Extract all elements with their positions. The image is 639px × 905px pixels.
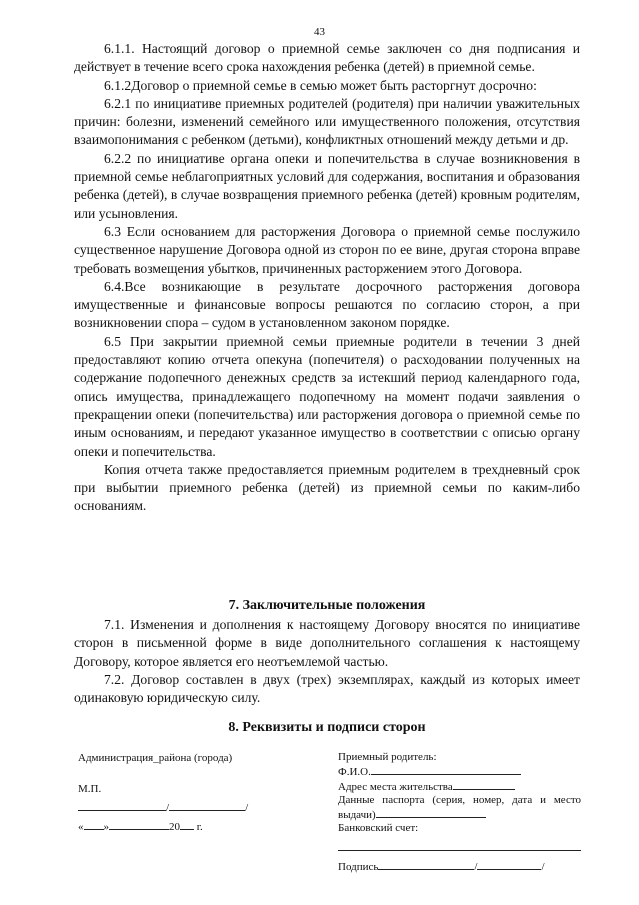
address-label: Адрес места жительства (338, 781, 453, 793)
paragraph-report-copy: Копия отчета также предоставляется приемным родителем в трехдневный срок при выбытии приемного ребенка (детей) из приемной семьи по каким-либо основаниям. (74, 461, 580, 514)
name-blank-right (477, 859, 541, 870)
section-7-heading: 7. Заключительные положения (228, 598, 426, 613)
signature-label: Подпись (338, 861, 379, 873)
paragraph-6-2-1: 6.2.1 по инициативе приемных родителей (родителя) при наличии уважительных причин: болезни, изменений семейного или имущественного положения, отсутствия взаимопонимания с ребенком (детьми), конфликтных отношений между детьми и др. (74, 95, 580, 148)
bank-account-rule (338, 849, 581, 851)
paragraph-6-1-2: 6.1.2Договор о приемной семье в семью может быть расторгнут досрочно: (104, 77, 537, 93)
contract-body (74, 40, 580, 516)
paragraph-6-1-1: 6.1.1. Настоящий договор о приемной семье заключен со дня подписания и действует в течение всего срока нахождения ребенка (детей) в приемной семье. (74, 41, 580, 75)
signature-blank-right (378, 859, 474, 870)
paragraph-7-2: 7.2. Договор составлен в двух (трех) экземплярах, каждый из которых имеет одинаковую юридическую силу. (74, 671, 580, 706)
year-suffix: г. (196, 821, 203, 833)
foster-parent-title: Приемный родитель: (338, 751, 437, 763)
signature-line: / / (78, 800, 278, 815)
signature-line-right: Подпись / / (338, 861, 545, 873)
paragraph-6-2-2: 6.2.2 по инициативе органа опеки и попечительства в случае возникновения в приемной семье неблагоприятных условий для содержания, воспитания и образования ребенка (детей), в случае возвращения приемного ребенка (детей) кровным родителям, или усыновления. (74, 150, 580, 221)
day-blank (84, 819, 104, 830)
paragraph-7-1: 7.1. Изменения и дополнения к настоящему Договору вносятся по инициативе сторон в письменной форме в виде дополнительного соглашения к настоящему Договору, которое является его неотъемлемой частью. (74, 617, 580, 669)
section-8-heading: 8. Реквизиты и подписи сторон (228, 720, 426, 735)
fio-label: Ф.И.О. (338, 766, 371, 778)
signature-blank (78, 800, 166, 811)
bank-account-label: Банковский счет: (338, 822, 419, 834)
name-blank (169, 800, 245, 811)
administration-signature-block (78, 752, 278, 834)
fio-blank (371, 764, 521, 775)
year-blank (180, 819, 194, 830)
fio-line (338, 764, 581, 779)
month-blank (109, 819, 169, 830)
date-quote-close: » (103, 821, 109, 833)
passport-label: Данные паспорта (серия, номер, дата и место выдачи) (338, 794, 581, 821)
foster-parent-signature-block (338, 751, 581, 874)
address-blank (453, 779, 515, 790)
stamp-label: М.П. (78, 783, 102, 795)
section-7-body (74, 616, 580, 707)
date-line (78, 819, 278, 834)
paragraph-6-5: 6.5 При закрытии приемной семьи приемные родители в течении 3 дней предоставляют копию отчета опекуна (попечителя) о расходовании полученных на содержание подопечного денежных средств за истекший период календарного года, опись имущества, принадлежащего подопечному на момент подачи заявления о прекращении опеки (попечительства) или расторжения договора о приемной семье по иным основаниям, и передают указанное имущество в соответствии с описью органу опеки и попечительства. (74, 333, 580, 459)
paragraph-6-3: 6.3 Если основанием для расторжения Договора о приемной семье послужило существенное нарушение Договора одной из сторон по ее вине, другая сторона вправе требовать возмещения убытков, причиненных расторжением этого Договора. (74, 223, 580, 276)
passport-blank (376, 807, 486, 818)
page-number: 43 (314, 26, 325, 38)
address-line (338, 779, 581, 794)
passport-line (338, 794, 581, 822)
year-prefix: 20 (169, 821, 180, 833)
date-quote-open: « (78, 821, 84, 833)
paragraph-6-4: 6.4.Все возникающие в результате досрочного расторжения договора имущественные и финансовые вопросы решаются по согласию сторон, а при возникновении спора – судом в установленном законом порядке. (74, 278, 580, 331)
administration-label: Администрация_района (города) (78, 752, 233, 764)
